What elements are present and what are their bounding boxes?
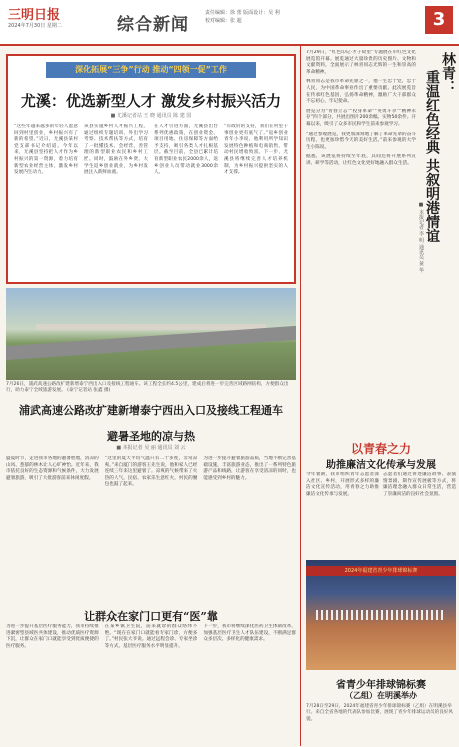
lead-paragraph-1: “这些年越来越多的年轻人愿意回到村里创业，乡村振兴有了新的希望。”近日，尤溪县某村党支部书记介绍道。今年以来，尤溪县坚持把人才作为乡村振兴的第一资源，着力培育新型农业经营主体，激发乡村发展内生动力。 bbox=[14, 124, 78, 176]
lead-body bbox=[14, 124, 288, 278]
volleyball-text: 7月28日至29日，2024年福建省青少年排球锦标赛（乙组）在明溪县举行。来自全省各地的代表队参加比赛，展现了青少年排球运动员的良好风貌。 bbox=[306, 704, 454, 722]
vertical-headline[interactable] bbox=[418, 52, 456, 282]
right-paragraph-4: “通过参观展览，我更加深刻地了解了革命先辈的奋斗历程，也更加珍惜今天的美好生活。”前来参观的大学生小陈说。 bbox=[306, 131, 416, 150]
right-paragraph-2: 林青同志是我市革命先驱之一，他一生忠于党、忠于人民，为中国革命事业作出了重要贡献。此次展览旨在传承红色基因，弘扬革命精神，激励广大干部群众不忘初心、牢记使命。 bbox=[306, 79, 416, 105]
highway-headline[interactable]: 浦武高速公路改扩建新增泰宁西出入口及接线工程通车 bbox=[19, 404, 283, 417]
editor-line-2: 校对编辑：张 超 bbox=[205, 18, 242, 24]
summer-paragraph-1: 盛夏时节，走进我市各地的避暑胜地，清凉的山风、葱郁的林木让人心旷神怡。近年来，我市依托良好的生态资源和气候条件，大力发展避暑旅游，吸引了大批游客前来休闲度假。 bbox=[6, 456, 99, 481]
bridge-shape bbox=[36, 324, 266, 330]
lead-headline[interactable]: 尤溪：优选新型人才 激发乡村振兴活力 bbox=[20, 92, 282, 110]
right-column-text bbox=[306, 50, 416, 430]
tournament-banner: 2024年福建省青少年排球锦标赛 bbox=[306, 566, 456, 576]
medical-headline[interactable]: 让群众在家门口更有“医”靠 bbox=[84, 610, 218, 623]
vertical-title-1: 林青： bbox=[440, 52, 456, 94]
column-divider bbox=[300, 46, 301, 746]
right-paragraph-1: 7月29日，“红色印记·才子故里”专题展在市红色文化展览馆开幕。展览通过大量珍贵的历史图片、文物和文献资料，全面展示了林青同志光辉的一生和崇高的革命精神。 bbox=[306, 50, 416, 75]
issue-date: 2024年7月30日 星期二 bbox=[8, 23, 62, 29]
youth-paragraph-2: 志愿者们通过讲述廉洁故事、表演情景剧、制作宣传展板等方式，将廉洁理念融入群众日常生活，营造了崇廉尚洁的良好社会氛围。 bbox=[383, 472, 456, 497]
vertical-title-2: 重温红色经典 共叙明港情谊 bbox=[424, 70, 440, 243]
editor-credits bbox=[205, 9, 280, 25]
right-paragraph-5: 据悉，该展览将持续至年底，其间还将开展系列宣讲、研学等活动，让红色文化更好地融入群众生活。 bbox=[306, 154, 416, 166]
road-shape bbox=[6, 326, 296, 360]
section-title: 综合新闻 bbox=[117, 15, 189, 35]
youth-body bbox=[306, 472, 456, 554]
vertical-byline: ■ 本报记者 李 明 通讯员 黄 华 bbox=[418, 202, 424, 273]
editor-line-1: 责任编辑：徐 蕾 版面设计：吴 利 bbox=[205, 10, 280, 16]
volleyball-net bbox=[316, 610, 446, 620]
summer-paragraph-3: 为进一步提升避暑旅游品质，当地不断完善基础设施，丰富旅游业态，推出了一系列特色旅游产品和线路，让游客在享受清凉的同时，也能感受到乡村的魅力。 bbox=[203, 456, 297, 481]
summer-paragraph-2: “这里的夏天平均气温只有二十多度，非常凉爽。”来自厦门的游客王先生说，他和家人已经连续三年来这里避暑了。凉爽的气候带来了火热的人气，民宿、农家乐生意红火，村民的腰包也鼓了起来。 bbox=[104, 456, 198, 488]
campaign-banner: 深化拓展“三争”行动 推动“四领一促”工作 bbox=[46, 62, 256, 78]
page-header bbox=[0, 0, 459, 46]
right-paragraph-3: 展览分为“青春立志”“投身革命”“英勇斗争”“精神永存”四个部分，共展出图片200余幅、实物50余件。开幕以来，吸引了众多市民和学生前来参观学习。 bbox=[306, 108, 416, 127]
highway-photo bbox=[6, 288, 296, 380]
page-number: 3 bbox=[425, 6, 453, 34]
medical-paragraph-1: 为进一步提升基层医疗服务能力，我市持续推进紧密型县域医共体建设，推动优质医疗资源下沉，让群众在家门口就能享受到优质便捷的医疗服务。 bbox=[6, 624, 99, 649]
photo-caption: 7月26日，浦武高速公路改扩建新增泰宁西出入口及接线工程通车。该工程全长约4.5公里，建成后将进一步完善区域路网结构，方便群众出行，助力泰宁全域旅游发展。 (泰宁记者站 张鑫 摄) bbox=[6, 382, 289, 394]
lead-paragraph-3: 在人才引进方面，尤溪县出台系列优惠政策，在创业资金、项目用地、住房保障等方面给予支持，吸引各类人才扎根基层。截至目前，全县已累计培育新型职业农民2000余人，返乡创业人员带动就业3000余人。 bbox=[154, 124, 218, 176]
summer-headline[interactable]: 避暑圣地的凉与热 bbox=[107, 430, 195, 443]
lead-story-box bbox=[6, 54, 296, 284]
youth-headline[interactable]: 以青春之力 bbox=[350, 442, 411, 456]
newspaper-logo: 三明日报 bbox=[8, 8, 61, 23]
medical-paragraph-2: 在某乡镇卫生院，前来就诊的群众络绎不绝。“现在在家门口就能看专家门诊，方便多了。”村民张大爷说。通过远程会诊、专家坐诊等方式，基层医疗服务水平明显提升。 bbox=[104, 624, 198, 649]
summer-byline: ■ 本报记者 吴 丽 通讯员 刘 云 bbox=[116, 445, 186, 451]
summer-body bbox=[6, 456, 296, 602]
volleyball-headline[interactable]: 省青少年排球锦标赛 bbox=[336, 680, 426, 691]
volleyball-photo bbox=[306, 560, 456, 670]
lead-paragraph-2: 该县实施乡村人才振兴工程，通过组织专题培训、外出学习考察、技术帮扶等方式，培育了一批懂技术、会经营、善管理的新型职业农民和乡村工匠。同时，鼓励在外乡贤、大学生返乡创业就业，为乡村发展注入新鲜血液。 bbox=[84, 124, 148, 176]
youth-subheadline: 助推廉洁文化传承与发展 bbox=[326, 460, 436, 471]
youth-paragraph-1: 今年暑期，我市组织青年志愿者深入社区、乡村，开展形式多样的廉洁文化宣传活动，用青春之力助推廉洁文化传承与发展。 bbox=[306, 472, 379, 497]
lead-paragraph-4: “有政府的支持，我们在村里干事创业更有底气了。”返乡创业青年小李说，他利用所学知识发展特色种植和电商销售，带动村民增收致富。下一步，尤溪县将继续完善人才培养机制，为乡村振兴提供坚实的人才支撑。 bbox=[224, 124, 288, 176]
medical-body bbox=[6, 624, 296, 742]
volleyball-subheadline: （乙组）在明溪举办 bbox=[345, 690, 417, 700]
lead-byline: ■ 尤溪记者站 王 晓 通讯员 陈 建 国 bbox=[110, 113, 192, 119]
medical-paragraph-3: 下一步，我市将继续深化医药卫生体制改革，加强基层医疗卫生人才队伍建设，不断满足群众多层次、多样化的健康需求。 bbox=[203, 624, 297, 643]
